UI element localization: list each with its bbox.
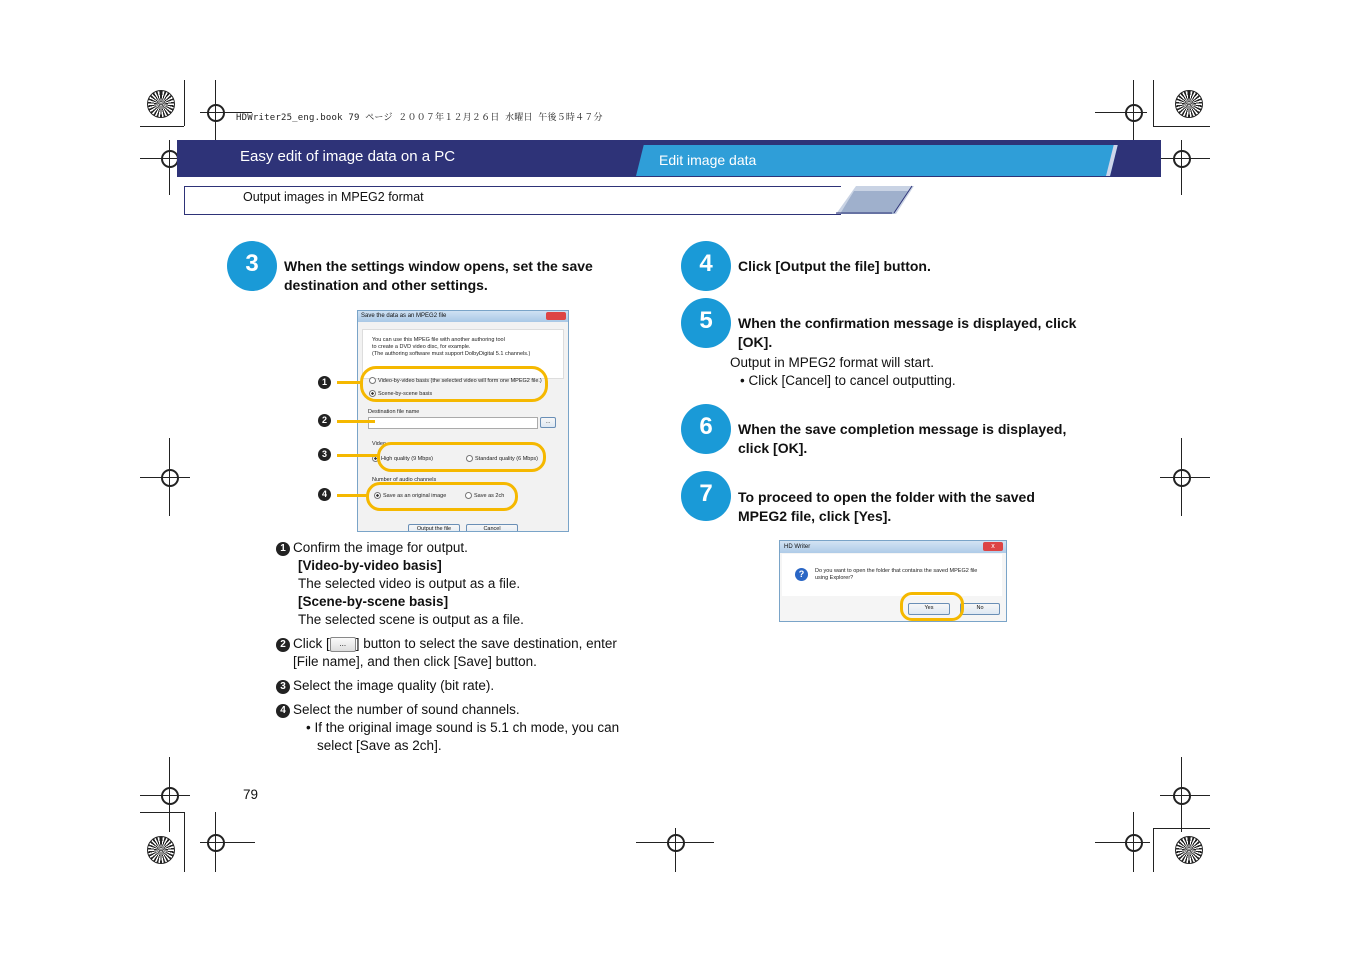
- callout-ring-1: [360, 366, 548, 402]
- crosshair-icon: [207, 834, 225, 852]
- destination-input[interactable]: [368, 417, 538, 429]
- page-number: 79: [243, 787, 259, 802]
- callout-number-3: 3: [318, 448, 331, 461]
- dialog-titlebar: Save the data as an MPEG2 file: [358, 311, 568, 322]
- no-button[interactable]: No: [960, 603, 1000, 615]
- dialog-titlebar: HD Writer: [780, 541, 1006, 553]
- save-2ch-radio[interactable]: Save as 2ch: [465, 492, 504, 499]
- crosshair-icon: [1125, 834, 1143, 852]
- item-number-2: 2: [276, 638, 290, 652]
- crosshair-icon: [207, 104, 225, 122]
- crosshair-icon: [1173, 150, 1191, 168]
- callout-number-1: 1: [318, 376, 331, 389]
- callout-number-2: 2: [318, 414, 331, 427]
- callout-ring-4: [366, 482, 518, 511]
- crosshair-icon: [161, 469, 179, 487]
- item-number-1: 1: [276, 542, 290, 556]
- output-file-button[interactable]: Output the file: [408, 524, 460, 532]
- page-subtitle: Output images in MPEG2 format: [243, 190, 424, 204]
- section-tab-label: Edit image data: [659, 152, 757, 168]
- original-sound-radio[interactable]: Save as an original image: [374, 492, 446, 499]
- corner-target-icon: [147, 90, 175, 118]
- standard-quality-radio[interactable]: Standard quality (6 Mbps): [466, 455, 538, 462]
- step-3-badge: 3: [227, 241, 277, 291]
- close-icon[interactable]: [546, 312, 566, 320]
- browse-button[interactable]: ...: [540, 417, 556, 428]
- step-5-note: Output in MPEG2 format will start. • Click [Cancel] to cancel outputting.: [730, 355, 956, 388]
- close-icon[interactable]: x: [983, 542, 1003, 551]
- print-header-line: HDWriter25_eng.book 79 ページ ２００７年１２月２６日 水曜日 午後５時４７分: [236, 113, 603, 123]
- step-5-instruction: When the confirmation message is displayed, click [OK].: [738, 315, 1077, 350]
- crosshair-icon: [1125, 104, 1143, 122]
- step-7-badge: 7: [681, 471, 731, 521]
- step-3-instruction: When the settings window opens, set the save destination and other settings.: [284, 258, 593, 293]
- item-1: 1 Confirm the image for output. [Video-by-video basis] The selected video is output as a file. [Scene-by-scene basis] The selected scene is output as a file.: [276, 539, 656, 629]
- subheader-stripe-decoration: [836, 185, 916, 215]
- crosshair-icon: [161, 787, 179, 805]
- step-6-badge: 6: [681, 404, 731, 454]
- item-number-3: 3: [276, 680, 290, 694]
- callout-number-4: 4: [318, 488, 331, 501]
- corner-target-icon: [1175, 90, 1203, 118]
- mpeg2-settings-dialog: Save the data as an MPEG2 file You can use this MPEG file with another authoring tool to create a DVD video disc, for example. (The authoring software must support DolbyDigital 5.1 channels.) Video-by-video basis (the selected video will form one MPEG2 file.) Scene-by-scene basis Destination file name ... Video High quality (9 Mbps) Standard quality (6 Mbps) Number of audio channels Save as an original image Save as 2ch Output the file Cancel: [357, 310, 569, 532]
- step-5-badge: 5: [681, 298, 731, 348]
- scene-basis-radio[interactable]: Scene-by-scene basis: [369, 390, 432, 397]
- video-basis-radio[interactable]: Video-by-video basis (the selected video will form one MPEG2 file.): [369, 377, 542, 384]
- crosshair-icon: [1173, 787, 1191, 805]
- section-title: Easy edit of image data on a PC: [240, 148, 456, 165]
- item-3: 3 Select the image quality (bit rate).: [276, 677, 656, 695]
- crosshair-icon: [667, 834, 685, 852]
- high-quality-radio[interactable]: High quality (9 Mbps): [372, 455, 433, 462]
- corner-target-icon: [147, 836, 175, 864]
- step-6-instruction: When the save completion message is displayed, click [OK].: [738, 421, 1067, 456]
- callout-ring-3: [377, 442, 546, 472]
- yes-button[interactable]: Yes: [908, 603, 950, 615]
- corner-target-icon: [1175, 836, 1203, 864]
- item-4: 4 Select the number of sound channels. • If the original image sound is 5.1 ch mode, you can select [Save as 2ch].: [276, 701, 656, 755]
- hd-writer-dialog: HD Writer x ? Do you want to open the folder that contains the saved MPEG2 file using Explorer? Yes No: [779, 540, 1007, 622]
- cancel-button[interactable]: Cancel: [466, 524, 518, 532]
- crosshair-icon: [1173, 469, 1191, 487]
- item-2: 2 Click [ ... ] button to select the save destination, enter [File name], and then click [Save] button.: [276, 635, 656, 671]
- question-icon: ?: [795, 568, 808, 581]
- callout-ring-yes: [900, 592, 964, 621]
- step-7-instruction: To proceed to open the folder with the saved MPEG2 file, click [Yes].: [738, 489, 1035, 524]
- step-4-instruction: Click [Output the file] button.: [738, 258, 931, 274]
- item-number-4: 4: [276, 704, 290, 718]
- step-4-badge: 4: [681, 241, 731, 291]
- browse-button-icon: ...: [330, 637, 356, 652]
